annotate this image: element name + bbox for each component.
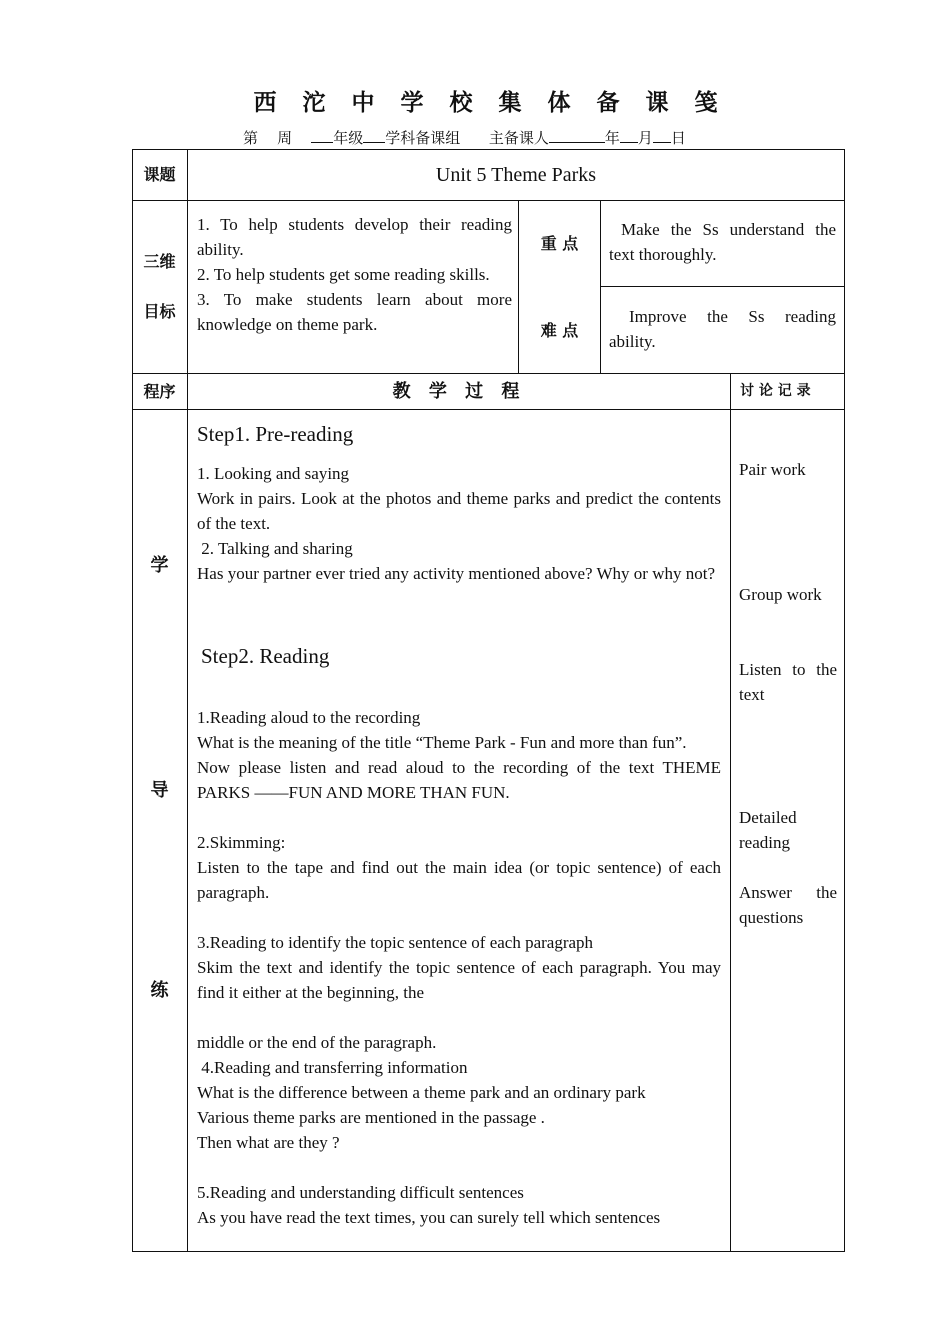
table-rule <box>600 200 601 373</box>
step2-2-text: Listen to the tape and find out the main idea (or topic sentence) of each paragraph. <box>197 858 721 902</box>
day-label: 日 <box>670 129 686 147</box>
grade-label: 年级 <box>333 129 364 147</box>
difficult-point-label: 难 点 <box>540 321 579 340</box>
step1-1-text: Work in pairs. Look at the photos and theme parks and predict the contents of the text. <box>197 489 721 533</box>
key-point-label: 重 点 <box>540 234 579 253</box>
year-label: 年 <box>604 129 620 147</box>
preparer-label: 主备课人 <box>488 129 549 147</box>
header-info-line <box>243 127 686 148</box>
step2-1-title: 1.Reading aloud to the recording <box>197 708 421 727</box>
group-blank <box>363 127 385 143</box>
step2-1-text-b: Now please listen and read aloud to the recording of the text THEME PARKS ——FUN AND MORE THAN FUN. <box>197 758 721 802</box>
step2-4-title: 4.Reading and transferring information <box>197 1058 468 1077</box>
month-label: 月 <box>637 129 653 147</box>
topic-label: 课题 <box>143 165 176 184</box>
step2-title: Step2. Reading <box>201 644 330 668</box>
preparer-blank <box>549 127 605 143</box>
table-rule <box>132 409 845 410</box>
step2-5-title: 5.Reading and understanding difficult sentences <box>197 1183 524 1202</box>
table-rule <box>518 200 519 373</box>
step2-2-title: 2.Skimming: <box>197 833 286 852</box>
step1-2-title: 2. Talking and sharing <box>197 539 353 558</box>
note-answer: Answer the questions <box>739 883 837 927</box>
table-rule <box>187 149 188 1252</box>
process-heading: 教 学 过 程 <box>392 381 526 402</box>
grade-blank <box>311 127 333 143</box>
note-detailed: Detailed reading <box>739 808 797 852</box>
month-blank <box>620 127 638 143</box>
step2-1-text-a: What is the meaning of the title “Theme Park - Fun and more than fun”. <box>197 733 687 752</box>
objective-item: 2. To help students get some reading skills. <box>197 265 490 284</box>
step1-content <box>197 461 721 586</box>
step2-3-title: 3.Reading to identify the topic sentence of each paragraph <box>197 933 594 952</box>
objectives-label-top: 三维 <box>143 252 176 271</box>
table-rule <box>600 286 845 287</box>
key-point-text: Make the Ss understand the text thoroughly. <box>609 220 836 264</box>
step2-content <box>197 705 721 1230</box>
step2-4-line2: Various theme parks are mentioned in the passage . <box>197 1108 545 1127</box>
note-pair-work: Pair work <box>739 460 806 479</box>
table-border-top <box>132 149 845 150</box>
step1-1-title: 1. Looking and saying <box>197 464 350 483</box>
table-border-right <box>844 149 845 1252</box>
day-blank <box>653 127 671 143</box>
notes-heading: 讨 论 记 录 <box>740 383 811 399</box>
table-rule <box>132 373 845 374</box>
difficult-point-text: Improve the Ss reading ability. <box>609 307 836 351</box>
group-label: 学科备课组 <box>385 129 461 147</box>
note-listen: Listen to the text <box>739 660 837 704</box>
week-label: 第 <box>243 129 259 147</box>
table-rule <box>730 373 731 1252</box>
topic-value: Unit 5 Theme Parks <box>435 164 597 186</box>
step2-5-text: As you have read the text times, you can surely tell which sentences <box>197 1208 661 1227</box>
step2-4-line3: Then what are they ? <box>197 1133 340 1152</box>
side-char-lian: 练 <box>150 980 169 1001</box>
step2-3-cont: middle or the end of the paragraph. <box>197 1033 437 1052</box>
process-label: 程序 <box>143 382 176 401</box>
table-border-bottom <box>132 1251 845 1252</box>
objective-item: 1. To help students develop their reading ability. <box>197 215 512 259</box>
objectives-label-bottom: 目标 <box>143 302 176 321</box>
step1-2-text: Has your partner ever tried any activity mentioned above? Why or why not? <box>197 564 716 583</box>
objectives-list <box>197 212 512 337</box>
step2-4-line1: What is the difference between a theme park and an ordinary park <box>197 1083 646 1102</box>
step2-3-text: Skim the text and identify the topic sentence of each paragraph. You may find it either at the beginning, the <box>197 958 721 1002</box>
side-char-xue: 学 <box>150 555 169 576</box>
zhou-label: 周 <box>277 129 293 147</box>
table-rule <box>132 200 845 201</box>
note-group-work: Group work <box>739 585 822 604</box>
page-title: 西 沱 中 学 校 集 体 备 课 笺 <box>253 90 727 116</box>
objective-item: 3. To make students learn about more knowledge on theme park. <box>197 290 512 334</box>
side-char-dao: 导 <box>150 780 169 801</box>
step1-title: Step1. Pre-reading <box>197 422 354 446</box>
